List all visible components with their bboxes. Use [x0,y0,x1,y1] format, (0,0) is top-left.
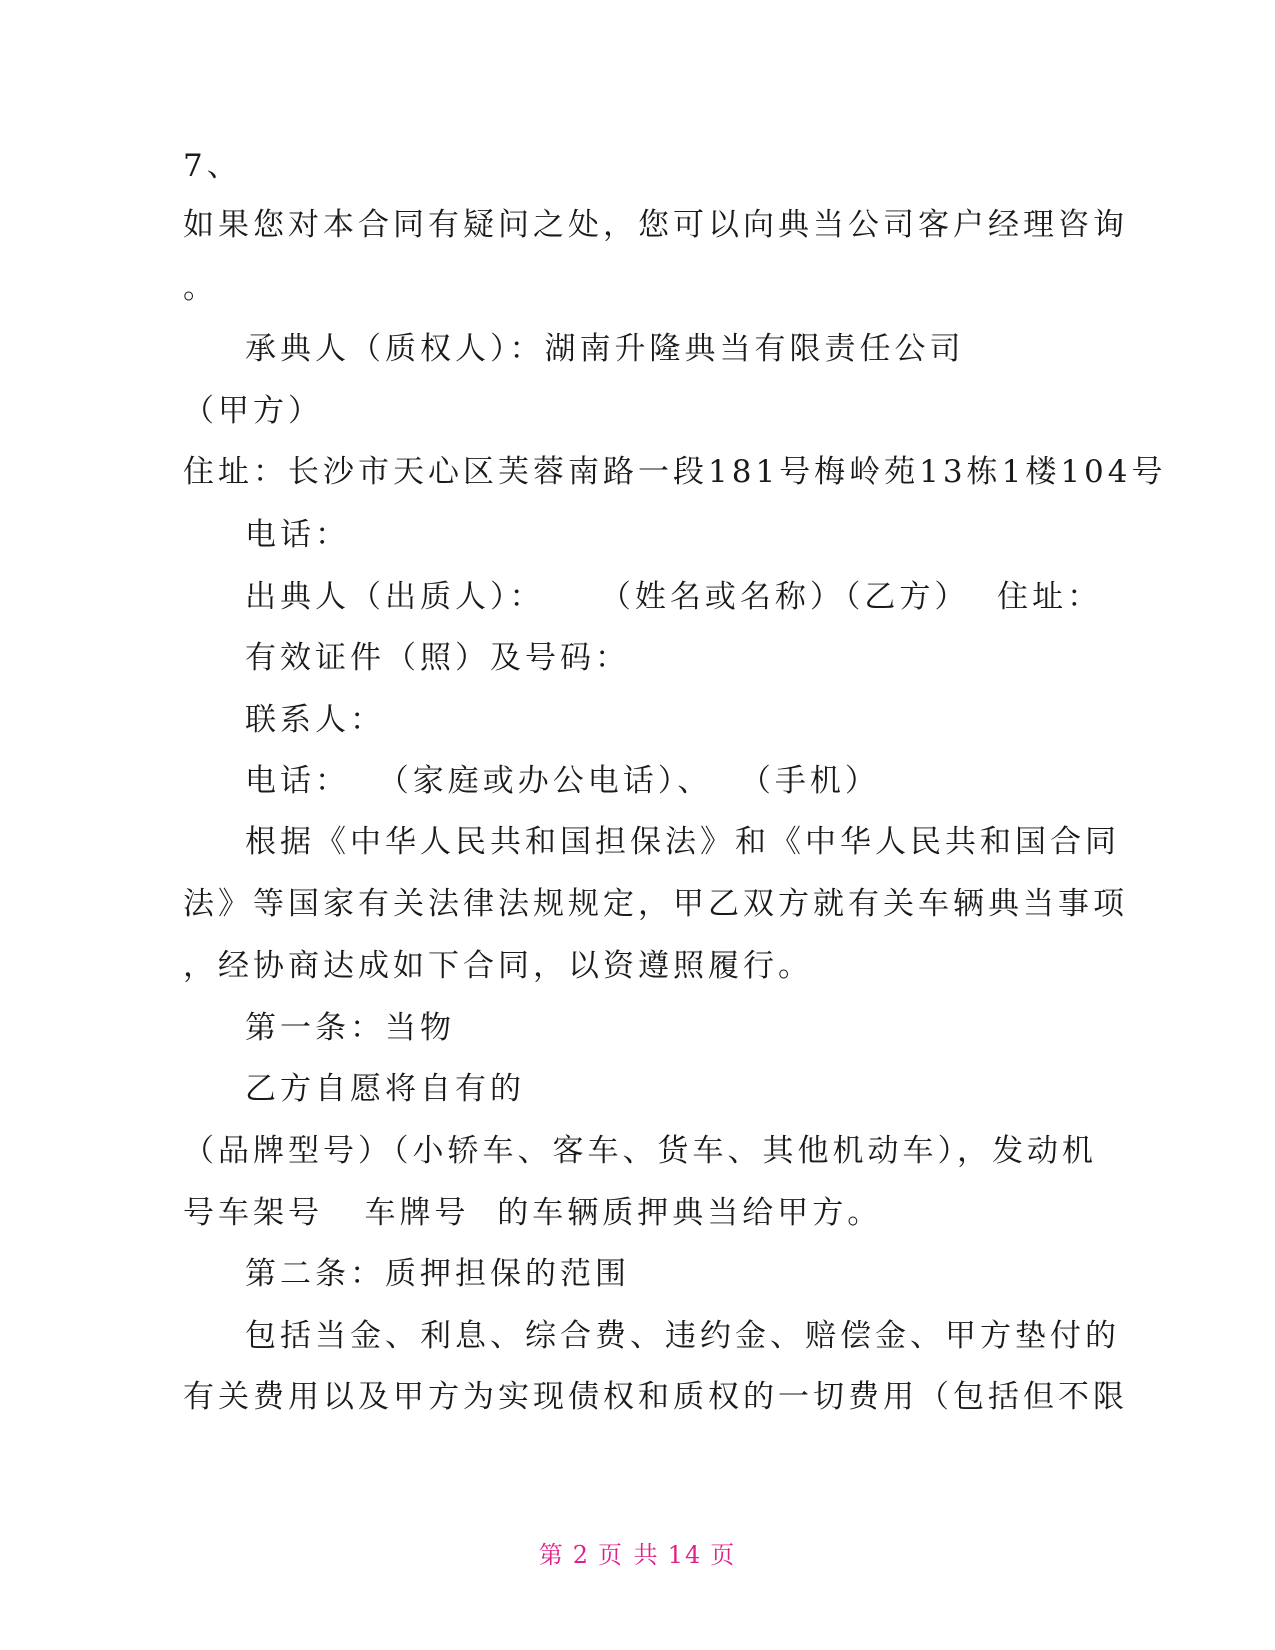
paragraph-line: 。 [183,270,218,306]
paragraph-line: 有关费用以及甲方为实现债权和质权的一切费用（包括但不限 [183,1379,1128,1415]
footer-prefix: 第 [538,1541,565,1569]
paragraph-line: 7、 [183,148,242,184]
page-footer [0,1535,1275,1570]
footer-middle: 页 共 [598,1541,660,1569]
section-heading: 第二条：质押担保的范围 [245,1256,630,1292]
paragraph-line: 如果您对本合同有疑问之处，您可以向典当公司客户经理咨询 [183,207,1128,243]
paragraph-line: 根据《中华人民共和国担保法》和《中华人民共和国合同 [245,824,1120,860]
paragraph-line: 住址：长沙市天心区芙蓉南路一段181号梅岭苑13栋1楼104号 [183,454,1167,490]
paragraph-line: ，经协商达成如下合同，以资遵照履行。 [183,948,813,984]
paragraph-line: 有效证件（照）及号码： [245,640,630,676]
paragraph-line: 联系人： [245,702,385,738]
paragraph-line: 号车架号 车牌号 的车辆质押典当给甲方。 [183,1195,883,1231]
footer-current-page: 2 [572,1541,591,1569]
paragraph-line: 包括当金、利息、综合费、违约金、赔偿金、甲方垫付的 [245,1318,1120,1354]
section-heading: 第一条：当物 [245,1010,455,1046]
footer-suffix: 页 [710,1541,737,1569]
paragraph-line: 承典人（质权人）：湖南升隆典当有限责任公司 [245,331,965,367]
paragraph-line: 法》等国家有关法律法规规定，甲乙双方就有关车辆典当事项 [183,886,1128,922]
paragraph-line: 出典人（出质人）： （姓名或名称）（乙方） 住址： [245,579,1103,615]
footer-total-pages: 14 [667,1541,703,1569]
paragraph-line: （品牌型号）（小轿车、客车、货车、其他机动车），发动机 [183,1133,1097,1169]
paragraph-line: 电话： [245,517,350,553]
paragraph-line: （甲方） [183,393,323,429]
paragraph-line: 乙方自愿将自有的 [245,1071,525,1107]
paragraph-line: 电话： （家庭或办公电话）、 （手机） [245,763,880,799]
